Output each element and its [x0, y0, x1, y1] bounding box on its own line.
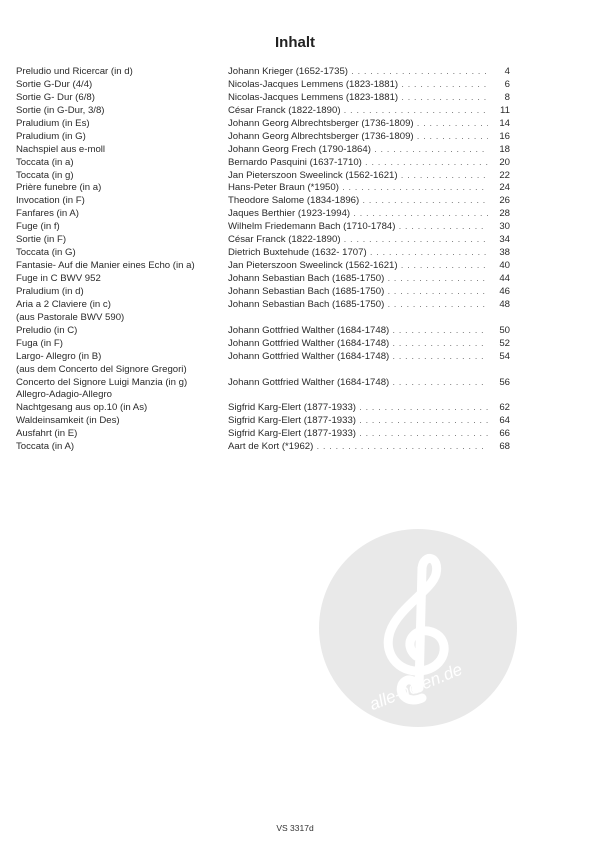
- toc-entry-title: Sortie G- Dur (6/8): [16, 91, 95, 103]
- toc-entry: [16, 247, 510, 260]
- toc-entry-title: Nachtgesang aus op.10 (in As): [16, 402, 148, 414]
- toc-entry-page: 38: [499, 247, 510, 259]
- toc-entry-composer: Bernardo Pasquini (1637-1710) . . .: [228, 157, 488, 170]
- toc-entry: [16, 351, 510, 364]
- toc-entry: [16, 389, 510, 402]
- toc-entry: [16, 79, 510, 92]
- toc-entry-composer: Johann Georg Albrechtsberger (1736-1809) . . .: [228, 131, 488, 144]
- toc-entry-title: Fuge (in f): [16, 221, 60, 233]
- toc-entry: [16, 170, 510, 183]
- toc-entry-page: 22: [499, 169, 510, 181]
- toc-entry-composer: Hans-Peter Braun (*1950) . . .: [228, 182, 488, 195]
- page-title: Inhalt: [275, 34, 315, 51]
- toc-entry-title: Toccata (in G): [16, 247, 76, 259]
- toc-entry-title: Nachspiel aus e-moll: [16, 143, 106, 155]
- footer-code: VS 3317d: [276, 823, 314, 833]
- toc-entry-composer: Johann Georg Albrechtsberger (1736-1809) . . .: [228, 118, 488, 131]
- toc-entry-title: (aus dem Concerto del Signore Gregori): [16, 363, 187, 375]
- toc-entry-title: Toccata (in A): [16, 441, 75, 453]
- toc-entry-title: Preludio und Ricercar (in d): [16, 66, 133, 77]
- toc-entry-composer: Wilhelm Friedemann Bach (1710-1784) . . .: [228, 221, 488, 234]
- toc-entry: [16, 118, 510, 131]
- toc-entry-composer: Dietrich Buxtehude (1632- 1707) . . .: [228, 247, 488, 260]
- toc-entry: [16, 221, 510, 234]
- toc-entry: [16, 195, 510, 208]
- toc-entry-title: Sortie (in F): [16, 234, 67, 246]
- toc-entry-title: Praludium (in Es): [16, 117, 90, 129]
- toc-entry-page: 44: [499, 273, 510, 284]
- toc-entry-title: Waldeinsamkeit (in Des): [16, 415, 120, 427]
- toc-entry-page: 66: [499, 428, 510, 440]
- toc-entry-composer: Jan Pieterszoon Sweelinck (1562-1621) . . .: [228, 260, 488, 273]
- treble-clef-icon: [318, 528, 518, 728]
- toc-entry-composer: Sigfrid Karg-Elert (1877-1933) . . .: [228, 415, 488, 428]
- toc-entry-composer: Johann Sebastian Bach (1685-1750) . . .: [228, 286, 488, 299]
- toc-entry: [16, 377, 510, 390]
- toc-entry-composer: Johann Gottfried Walther (1684-1748) . . .: [228, 338, 488, 351]
- toc-entry-title: Sortie G-Dur (4/4): [16, 78, 93, 90]
- toc-entry-title: Toccata (in a): [16, 156, 74, 168]
- toc-entry-title: Fuga (in F): [16, 337, 63, 349]
- toc-entry-page: 24: [499, 182, 510, 194]
- toc-entry: [16, 234, 510, 247]
- toc-entry-page: 16: [499, 130, 510, 142]
- toc-entry: [16, 338, 510, 351]
- toc-entry-page: 18: [499, 143, 510, 155]
- toc-entry-composer: Johann Gottfried Walther (1684-1748) . . .: [228, 325, 488, 338]
- toc-entry-title: Allegro-Adagio-Allegro: [16, 389, 112, 401]
- toc-entry-title: Praludium (in G): [16, 130, 86, 142]
- toc-entry-title: Praludium (in d): [16, 285, 84, 297]
- toc-entry-title: Preludio (in C): [16, 324, 78, 336]
- toc-entry-composer: Jaques Berthier (1923-1994) . . .: [228, 208, 488, 221]
- toc-entry: [16, 92, 510, 105]
- toc-entry-title: Concerto del Signore Luigi Manzia (in g): [16, 376, 188, 388]
- toc-entry-composer: Sigfrid Karg-Elert (1877-1933) . . .: [228, 402, 488, 415]
- toc-entry-page: 8: [504, 91, 510, 103]
- toc-entry-title: Toccata (in g): [16, 169, 74, 181]
- toc-entry: [16, 312, 510, 325]
- toc-entry: [16, 105, 510, 118]
- toc-entry-page: 34: [499, 234, 510, 246]
- toc-entry-composer: Johann Krieger (1652-1735) . . .: [228, 66, 488, 79]
- toc-entry-title: Invocation (in F): [16, 195, 85, 207]
- toc-entry-page: 26: [499, 195, 510, 207]
- toc-entry: [16, 273, 510, 286]
- toc-entry-title: Aria a 2 Claviere (in c): [16, 298, 111, 310]
- toc-entry: [16, 299, 510, 312]
- toc-entry-title: Fuge in C BWV 952: [16, 273, 101, 284]
- toc-entry-page: 64: [499, 415, 510, 427]
- toc-entry-composer: Jan Pieterszoon Sweelinck (1562-1621) . . .: [228, 170, 488, 183]
- toc-entry-page: 56: [499, 376, 510, 388]
- toc-entry-page: 20: [499, 156, 510, 168]
- toc-entry-composer: Nicolas-Jacques Lemmens (1823-1881) . . .: [228, 79, 488, 92]
- toc-entry: [16, 415, 510, 428]
- toc-entry-composer: Johann Sebastian Bach (1685-1750) . . .: [228, 299, 488, 312]
- toc-entry-page: 6: [504, 78, 510, 90]
- toc-entry-page: 52: [499, 337, 510, 349]
- toc-entry-composer: Johann Sebastian Bach (1685-1750) . . .: [228, 273, 488, 286]
- toc-entry: [16, 182, 510, 195]
- watermark-text: alle-noten.de: [366, 659, 466, 715]
- toc-entry-composer: César Franck (1822-1890) . . .: [228, 234, 488, 247]
- toc-entry-composer: César Franck (1822-1890) . . .: [228, 105, 488, 118]
- toc-entry-page: 30: [499, 221, 510, 233]
- toc-entry-page: 28: [499, 208, 510, 220]
- toc-entry-page: 48: [499, 298, 510, 310]
- toc-entry: [16, 441, 510, 454]
- toc-entry-title: Largo- Allegro (in B): [16, 350, 102, 362]
- toc-entry: [16, 66, 510, 79]
- toc-entry-page: 14: [499, 117, 510, 129]
- table-of-contents: [16, 66, 510, 454]
- toc-entry-composer: Sigfrid Karg-Elert (1877-1933) . . .: [228, 428, 488, 441]
- toc-entry: [16, 157, 510, 170]
- toc-entry: [16, 260, 510, 273]
- toc-entry-page: 4: [504, 66, 510, 77]
- toc-entry: [16, 428, 510, 441]
- toc-entry: [16, 144, 510, 157]
- toc-entry-page: 40: [499, 260, 510, 272]
- toc-entry-page: 62: [499, 402, 510, 414]
- toc-entry-page: 11: [500, 104, 510, 116]
- toc-entry: [16, 402, 510, 415]
- toc-entry-title: Fantasie- Auf die Manier eines Echo (in a): [16, 260, 195, 272]
- toc-entry-composer: Johann Gottfried Walther (1684-1748) . . .: [228, 377, 488, 390]
- toc-entry: [16, 286, 510, 299]
- toc-entry-composer: Johann Georg Frech (1790-1864) . . .: [228, 144, 488, 157]
- toc-entry: [16, 131, 510, 144]
- toc-entry-page: 50: [499, 324, 510, 336]
- toc-entry-title: Ausfahrt (in E): [16, 428, 78, 440]
- toc-entry-composer: Nicolas-Jacques Lemmens (1823-1881) . . .: [228, 92, 488, 105]
- toc-entry-title: (aus Pastorale BWV 590): [16, 311, 125, 323]
- toc-entry: [16, 325, 510, 338]
- toc-entry-composer: Johann Gottfried Walther (1684-1748) . . .: [228, 351, 488, 364]
- toc-entry-composer: Theodore Salome (1834-1896) . . .: [228, 195, 488, 208]
- toc-entry-composer: Aart de Kort (*1962) . . .: [228, 441, 488, 454]
- toc-entry: [16, 208, 510, 221]
- toc-entry-title: Sortie (in G-Dur, 3/8): [16, 104, 105, 116]
- toc-entry-page: 46: [499, 285, 510, 297]
- toc-entry: [16, 364, 510, 377]
- toc-entry-title: Prière funebre (in a): [16, 182, 102, 194]
- toc-entry-page: 68: [499, 441, 510, 453]
- toc-entry-title: Fanfares (in A): [16, 208, 79, 220]
- toc-entry-page: 54: [499, 350, 510, 362]
